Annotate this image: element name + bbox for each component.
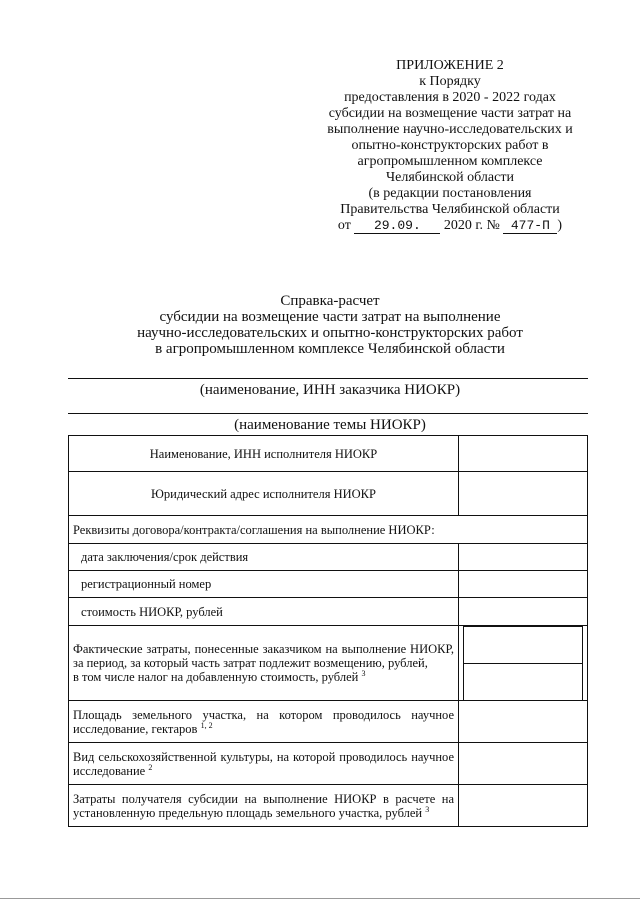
table-row (69, 516, 588, 544)
land-area-text: Площадь земельного участка, на котором проводилось научное исследование, гектаров (73, 707, 454, 736)
appendix-header (300, 58, 600, 236)
appendix-line: (в редакции постановления (368, 186, 532, 201)
date-prefix: от (337, 218, 351, 233)
executor-name-label: Наименование, ИНН исполнителя НИОКР (69, 436, 459, 472)
table-row (69, 571, 588, 598)
customer-line (68, 378, 588, 379)
land-area-label (69, 701, 459, 743)
reg-number-label: регистрационный номер (69, 571, 459, 598)
table-row (69, 544, 588, 571)
vat-text: в том числе налог на добавленную стоимость, рублей (73, 670, 359, 684)
table-row (69, 598, 588, 626)
actual-costs-label (69, 626, 459, 701)
close-paren: ) (557, 218, 563, 233)
executor-address-value[interactable] (459, 472, 588, 516)
land-area-value[interactable] (459, 701, 588, 743)
table-row (69, 785, 588, 827)
resolution-year: 2020 г. № (443, 218, 500, 233)
appendix-line: предоставления в 2020 - 2022 годах (344, 90, 556, 105)
land-area-footnote: 1, 2 (200, 720, 213, 730)
crop-type-label (69, 743, 459, 785)
calculation-table (68, 435, 588, 827)
cost-label: стоимость НИОКР, рублей (69, 598, 459, 626)
appendix-line: выполнение научно-исследовательских и (327, 122, 573, 137)
actual-costs-split (463, 626, 583, 700)
crop-type-value[interactable] (459, 743, 588, 785)
appendix-line: Челябинской области (386, 170, 514, 185)
actual-costs-text: Фактические затраты, понесенные заказчиком на выполнение НИОКР, за период, за который часть затрат подлежит возмещению, рублей, (73, 642, 454, 670)
appendix-line: ПРИЛОЖЕНИЕ 2 (396, 58, 504, 73)
recipient-costs-label (69, 785, 459, 827)
resolution-date: 29.09. (354, 219, 440, 234)
recipient-costs-footnote: 3 (425, 804, 430, 814)
page-bottom-rule (0, 898, 640, 899)
vat-footnote: 3 (361, 668, 366, 678)
document-title (70, 293, 590, 357)
title-line: научно-исследовательских и опытно-конструкторских работ (137, 325, 523, 341)
recipient-costs-value[interactable] (459, 785, 588, 827)
crop-type-footnote: 2 (148, 762, 153, 772)
appendix-line: субсидии на возмещение части затрат на (328, 106, 572, 121)
appendix-line: опытно-конструкторских работ в (351, 138, 549, 153)
resolution-number: 477-П (503, 219, 557, 234)
topic-caption: (наименование темы НИОКР) (234, 417, 426, 433)
table-row (69, 626, 588, 701)
appendix-line: агропромышленном комплексе (357, 154, 543, 169)
actual-costs-values (459, 626, 588, 701)
table-row (69, 472, 588, 516)
executor-address-label: Юридический адрес исполнителя НИОКР (69, 472, 459, 516)
title-line: субсидии на возмещение части затрат на выполнение (159, 309, 501, 325)
table-row (69, 436, 588, 472)
title-line: в агропромышленном комплексе Челябинской области (155, 341, 505, 357)
title-line: Справка-расчет (280, 293, 380, 309)
executor-name-value[interactable] (459, 436, 588, 472)
topic-line (68, 413, 588, 414)
contract-date-label: дата заключения/срок действия (69, 544, 459, 571)
appendix-line: Правительства Челябинской области (340, 202, 560, 217)
contract-date-value[interactable] (459, 544, 588, 571)
recipient-costs-text: Затраты получателя субсидии на выполнение НИОКР в расчете на установленную предельную площадь земельного участка, рублей (73, 791, 454, 820)
customer-caption: (наименование, ИНН заказчика НИОКР) (199, 382, 461, 398)
appendix-line: к Порядку (419, 74, 481, 89)
contract-header: Реквизиты договора/контракта/соглашения на выполнение НИОКР: (69, 516, 588, 544)
actual-costs-value[interactable] (464, 627, 583, 664)
table-row (69, 743, 588, 785)
vat-value[interactable] (464, 664, 583, 701)
resolution-date-line (300, 218, 600, 236)
reg-number-value[interactable] (459, 571, 588, 598)
table-row (69, 701, 588, 743)
crop-type-text: Вид сельскохозяйственной культуры, на которой проводилось научное исследование (73, 749, 454, 778)
cost-value[interactable] (459, 598, 588, 626)
